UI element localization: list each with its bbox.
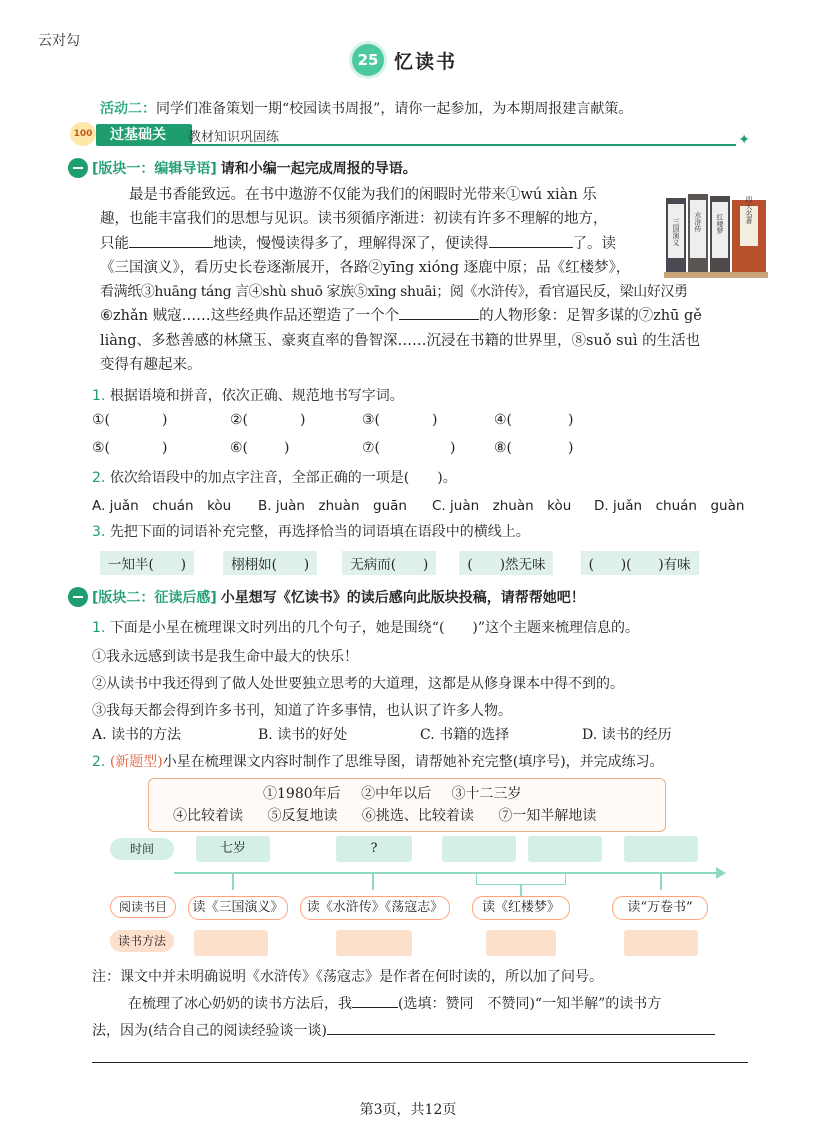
block2-header (68, 587, 585, 607)
connector-2 (372, 874, 374, 890)
para-line-7: liàng、多愁善感的林黛玉、豪爽直率的鲁智深……沉浸在书籍的世界里，⑧suǒ suì 的生活也 (100, 332, 701, 349)
final-line-2 (92, 1020, 715, 1040)
q2-option-b[interactable]: B. juàn zhuàn guān (258, 498, 407, 514)
para-line-6 (100, 304, 702, 328)
blank-3[interactable] (399, 319, 479, 320)
final-text-a: 在梳理了冰心奶奶的读书方法后，我 (100, 996, 352, 1012)
b1-q2-text: 依次给语段中的加点字注音，全部正确的一项是( )。 (109, 470, 457, 486)
para-line-6b: 的人物形象：足智多谋的⑦zhū gě (479, 308, 702, 325)
slot-4[interactable]: ④( (494, 412, 513, 428)
slot-8[interactable]: ⑧( (494, 440, 513, 456)
b1-q3-num: 3. (92, 524, 106, 540)
final-answer-line[interactable] (92, 1062, 748, 1063)
b2-option-d[interactable]: D. 读书的经历 (582, 727, 672, 743)
para-line-3 (100, 232, 645, 256)
blank-2[interactable] (489, 247, 573, 248)
scroll-row-2 (173, 805, 596, 825)
para-line-1: 最是书香能致远。在书中遨游不仅能为我们的闲暇时光带来①wú xiàn 乐 (100, 187, 597, 203)
time-box-2[interactable]: ? (336, 836, 412, 862)
slot-2[interactable]: ②( (230, 412, 249, 428)
method-label: 读书方法 (110, 930, 174, 952)
para-line-5: 看满纸③huāng táng 言④shù shuō 家族⑤xīng shuāi；阅《水浒传》，看官逼民反，梁山好汉勇 (100, 284, 688, 301)
timeline-axis (174, 872, 724, 874)
b2-q2-num: 2. (92, 754, 106, 770)
spine-1: 三国演义 (672, 218, 680, 246)
para-line-8: 变得有趣起来。 (100, 357, 202, 374)
activity-label: 活动二： (100, 101, 156, 117)
method-box-3[interactable] (486, 930, 556, 956)
b1-q2-num: 2. (92, 470, 106, 486)
slot-8-close: ) (568, 440, 574, 456)
b2-option-c[interactable]: C. 书籍的选择 (420, 727, 510, 743)
lesson-title: 忆读书 (394, 50, 458, 73)
word-chip-3[interactable]: 无病而( ) (342, 551, 436, 575)
scroll-row-1 (263, 783, 522, 803)
q2-option-d[interactable]: D. juǎn chuán guàn (594, 498, 745, 514)
sentence-1: ①我永远感到读书是我生命中最大的快乐！ (92, 649, 358, 665)
scroll-option-7: ⑦一知半解地读 (498, 808, 597, 824)
mindmap-diagram (110, 834, 730, 960)
star-icon: ✦ (738, 132, 750, 148)
spine-2: 水浒传 (694, 211, 702, 233)
books-illustration (660, 192, 770, 280)
word-chip-2[interactable]: 栩栩如( ) (223, 551, 317, 575)
para-line-6a: ⑥zhǎn 贼寇……这些经典作品还塑造了一个个 (100, 308, 400, 325)
slot-1-close: ) (162, 412, 168, 428)
b1-q1-num: 1. (92, 388, 106, 404)
final-text-c: 法，因为(结合自己的阅读经验谈一谈) (92, 1023, 327, 1039)
scroll-option-2: ②中年以后 (361, 786, 432, 802)
b2-q2 (92, 751, 664, 771)
connector-4 (660, 874, 662, 890)
book-box-3: 读《红楼梦》 (472, 896, 570, 920)
b2-q1-text: 下面是小星在梳理课文时列出的几个句子，她是围绕“( )”这个主题来梳理信息的。 (109, 620, 640, 636)
book-box-1: 读《三国演义》 (188, 896, 288, 920)
scroll-option-3: ③十二三岁 (451, 786, 522, 802)
b2-q1-num: 1. (92, 620, 106, 636)
scroll-option-4: ④比较着读 (173, 808, 243, 824)
note-line: 注：课文中并未明确说明《水浒传》《荡寇志》是作者在何时读的，所以加了问号。 (92, 969, 603, 985)
sentence-3: ③我每天都会得到许多书刊，知道了许多事情，也认识了许多人物。 (92, 703, 512, 719)
section-subtitle: 教材知识巩固练 (188, 130, 280, 145)
section-bar (70, 124, 750, 148)
para-line-3a: 只能 (100, 235, 129, 252)
block1-bracket: [版块一：编辑导语] (92, 161, 217, 177)
slot-1[interactable]: ①( (92, 412, 111, 428)
word-chip-5[interactable]: ( )( )有味 (581, 551, 699, 575)
slot-6[interactable]: ⑥( (230, 440, 249, 456)
word-chip-4[interactable]: ( )然无味 (459, 551, 553, 575)
final-blank-1[interactable] (352, 1007, 398, 1008)
slot-5[interactable]: ⑤( (92, 440, 111, 456)
time-box-4[interactable] (528, 836, 602, 862)
para-line-3b: 地读，慢慢读得多了，理解得深了，便读得 (213, 235, 489, 252)
spine-4: 四大名著 (745, 196, 753, 224)
slot-6-close: ) (284, 440, 290, 456)
q2-option-c[interactable]: C. juàn zhuàn kòu (432, 498, 572, 514)
block2-instruction: 小星想写《忆读书》的读后感向此版块投稿，请帮帮她吧！ (220, 590, 585, 606)
activity-line (100, 98, 632, 118)
b2-option-b[interactable]: B. 读书的好处 (258, 727, 348, 743)
slot-3[interactable]: ③( (362, 412, 381, 428)
time-box-5[interactable] (624, 836, 698, 862)
block1-paragraph (100, 183, 702, 377)
b1-q3 (92, 521, 530, 541)
final-text-b: (选填：赞同 不赞同)“一知半解”的读书方 (398, 996, 662, 1012)
scroll-option-6: ⑥挑选、比较着读 (361, 808, 474, 824)
b2-q1 (92, 617, 639, 637)
trophy-icon: 100 (70, 122, 96, 146)
block2-bracket: [版块二：征读后感] (92, 590, 217, 606)
method-box-1[interactable] (194, 930, 268, 956)
b2-option-a[interactable]: A. 读书的方法 (92, 727, 182, 743)
b2-sentences (92, 644, 624, 725)
q2-option-a[interactable]: A. juǎn chuán kòu (92, 498, 232, 514)
scroll-option-5: ⑤反复地读 (267, 808, 338, 824)
book-box-2: 读《水浒传》《荡寇志》 (300, 896, 450, 920)
connector-1 (232, 874, 234, 890)
b1-q2 (92, 467, 457, 487)
slot-3-close: ) (432, 412, 438, 428)
slot-7-close: ) (450, 440, 456, 456)
block1-header (68, 158, 417, 178)
q3-words (100, 551, 707, 575)
new-type-tag: (新题型) (109, 754, 163, 770)
section-tag: 过基础关 (96, 124, 192, 146)
b1-q3-text: 先把下面的词语补充完整，再选择恰当的词语填在语段中的横线上。 (109, 524, 530, 540)
book-box-4: 读“万卷书” (612, 896, 708, 920)
spine-3: 红楼梦 (716, 213, 724, 235)
page-footer: 第3页，共12页 (359, 1102, 457, 1118)
blank-1[interactable] (129, 247, 213, 248)
scroll-option-1: ①1980年后 (263, 786, 341, 802)
word-chip-1[interactable]: 一知半( ) (100, 551, 194, 575)
lesson-header (352, 44, 457, 76)
para-line-2: 趣，也能丰富我们的思想与见识。读书须循序渐进：初读有许多不理解的地方， (100, 211, 608, 228)
method-box-2[interactable] (336, 930, 412, 956)
lesson-number-badge: 25 (352, 44, 384, 76)
reading-label: 阅读书目 (110, 896, 176, 918)
final-line-1 (100, 993, 661, 1013)
block1-instruction: 请和小编一起完成周报的导语。 (220, 161, 417, 177)
time-box-3[interactable] (442, 836, 516, 862)
slot-4-close: ) (568, 412, 574, 428)
options-scroll (148, 778, 666, 832)
method-box-4[interactable] (624, 930, 698, 956)
b1-q1-text: 根据语境和拼音，依次正确、规范地书写字词。 (109, 388, 404, 404)
block2-icon (68, 587, 88, 607)
watermark: 云对勾 (38, 33, 80, 49)
slot-2-close: ) (300, 412, 306, 428)
block1-icon (68, 158, 88, 178)
b2-q2-text: 小星在梳理课文内容时制作了思维导图，请帮她补充完整(填序号)，并完成练习。 (162, 754, 664, 770)
activity-text: 同学们准备策划一期“校园读书周报”，请你一起参加，为本期周报建言献策。 (156, 101, 633, 117)
slot-5-close: ) (162, 440, 168, 456)
slot-7[interactable]: ⑦( (362, 440, 381, 456)
para-line-3c: 了。读 (572, 235, 616, 252)
time-box-1: 七岁 (196, 836, 270, 862)
sentence-2: ②从读书中我还得到了做人处世要独立思考的大道理，这都是从修身课本中得不到的。 (92, 676, 624, 692)
para-line-4: 《三国演义》，看历史长卷逐渐展开，各路②yīng xióng 逐鹿中原；品《红楼梦》， (100, 259, 631, 276)
time-label: 时间 (110, 838, 174, 860)
b1-q1 (92, 385, 404, 405)
timeline-arrow-icon (716, 867, 726, 879)
final-blank-2[interactable] (327, 1034, 715, 1035)
